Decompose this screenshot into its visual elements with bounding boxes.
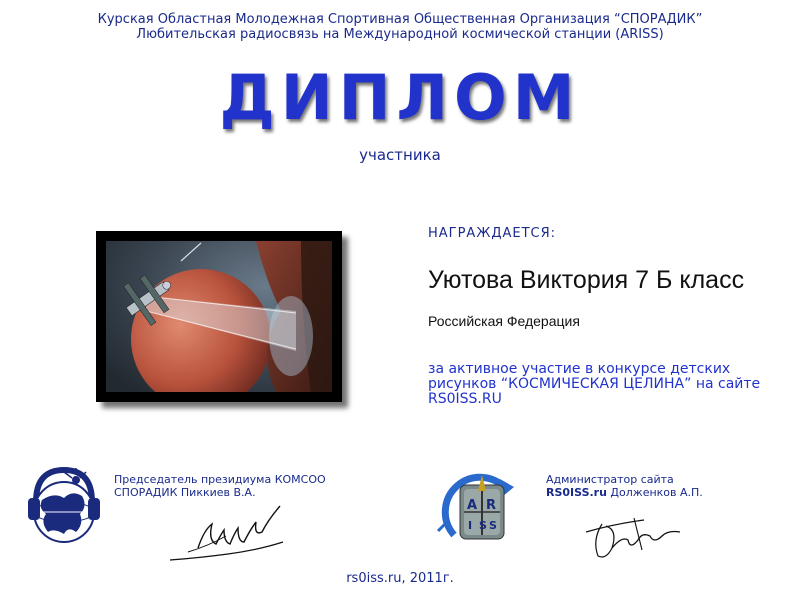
site-name: RS0ISS.ru bbox=[546, 486, 607, 499]
header-line-organization: Курская Областная Молодежная Спортивная Общественная Организация “СПОРАДИК” bbox=[97, 12, 703, 27]
recipient-name: Уютова Виктория 7 Б класс bbox=[428, 266, 745, 294]
ariss-letter-r: R bbox=[486, 498, 497, 513]
signatory-left bbox=[114, 473, 326, 499]
signatory-left-name: СПОРАДИК Пиккиев В.А. bbox=[114, 486, 256, 499]
diploma-title: ДИПЛОМ bbox=[219, 61, 581, 134]
awarded-label: НАГРАЖДАЕТСЯ: bbox=[428, 226, 557, 241]
recipient-country: Российская Федерация bbox=[428, 313, 580, 329]
drawing-frame bbox=[96, 231, 342, 402]
ariss-letter-s1: S bbox=[479, 519, 487, 532]
signatory-right bbox=[546, 473, 703, 499]
signatory-left-position: Председатель президиума КОМСОО bbox=[114, 473, 326, 486]
signatory-right-person: Долженков А.П. bbox=[606, 486, 703, 499]
header bbox=[0, 12, 800, 42]
ariss-logo bbox=[434, 465, 522, 553]
award-reason: за активное участие в конкурсе детских рисунков “КОСМИЧЕСКАЯ ЦЕЛИНА” на сайте RS0ISS.RU bbox=[428, 361, 761, 407]
space-drawing-image bbox=[106, 241, 332, 392]
diploma-subtitle: участника bbox=[359, 146, 441, 164]
signature-right bbox=[584, 510, 694, 565]
signature-left bbox=[168, 500, 298, 570]
ariss-letter-i: I bbox=[468, 519, 473, 532]
header-line-ariss: Любительская радиосвязь на Международной космической станции (ARISS) bbox=[136, 27, 664, 42]
ariss-letter-s2: S bbox=[489, 519, 497, 532]
footer-site-year: rs0iss.ru, 2011г. bbox=[346, 571, 454, 586]
ariss-letter-a: A bbox=[467, 498, 478, 513]
signatory-right-position: Администратор сайта bbox=[546, 473, 674, 486]
globe-headphones-logo bbox=[24, 462, 104, 552]
signatory-right-name bbox=[546, 486, 703, 499]
